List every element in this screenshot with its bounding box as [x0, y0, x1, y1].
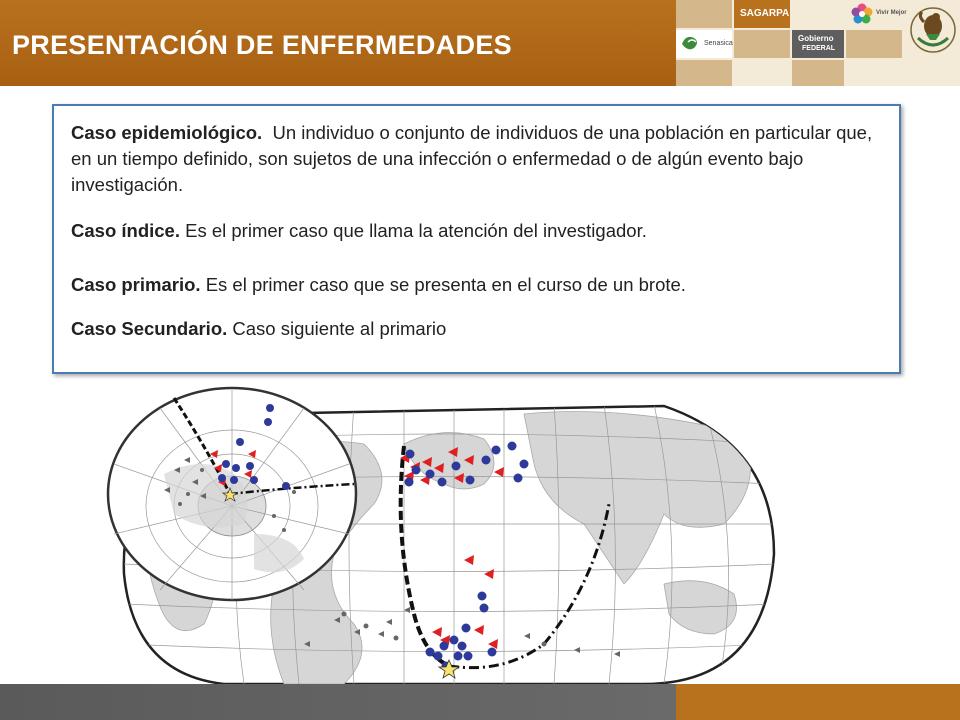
polar-inset	[108, 388, 356, 600]
circle-marker	[232, 464, 240, 472]
definition-text: Es el primer caso que llama la atención del investigador.	[185, 220, 647, 241]
senasica-logo-text: Senasica	[704, 40, 733, 47]
slide-header	[0, 0, 676, 86]
circle-marker	[478, 592, 487, 601]
circle-marker	[464, 652, 473, 661]
definition-caso-primario	[71, 272, 879, 298]
circle-marker	[406, 450, 415, 459]
circle-marker	[426, 648, 435, 657]
circle-marker	[434, 652, 443, 661]
circle-marker	[492, 446, 501, 455]
definition-text: Es el primer caso que se presenta en el curso de un brote.	[205, 274, 686, 295]
circle-marker	[482, 456, 491, 465]
dot-marker	[542, 642, 547, 647]
circle-marker	[462, 624, 471, 633]
definition-text: Un individuo o conjunto de individuos de una población en particular que, en un tiempo definido, son sujetos de una infección o enfermedad o de algún evento bajo investigación.	[71, 122, 873, 195]
circle-marker	[264, 418, 272, 426]
circle-marker	[412, 466, 421, 475]
slide-title: PRESENTACIÓN DE ENFERMEDADES	[12, 30, 512, 60]
vivir-mejor-logo-icon	[848, 2, 876, 28]
circle-marker	[520, 460, 529, 469]
government-logos	[676, 0, 960, 86]
circle-marker	[246, 462, 254, 470]
mexico-coat-of-arms-icon	[908, 2, 958, 58]
world-map-svg	[104, 384, 780, 688]
footer-accent-bar	[676, 684, 960, 720]
gobierno-logo-text: Gobierno	[798, 34, 834, 43]
circle-marker	[236, 438, 244, 446]
circle-marker	[426, 470, 435, 479]
circle-marker	[480, 604, 489, 613]
footer-gray-bar	[0, 684, 676, 720]
sagarpa-logo-text: SAGARPA	[740, 8, 790, 19]
definition-caso-secundario	[71, 316, 879, 342]
definition-term: Caso epidemiológico.	[71, 122, 263, 143]
circle-marker	[452, 462, 461, 471]
circle-marker	[466, 476, 475, 485]
dot-marker	[342, 612, 347, 617]
definition-text: Caso siguiente al primario	[232, 318, 447, 339]
definition-caso-indice	[71, 218, 879, 244]
definition-caso-epidemiologico	[71, 120, 879, 198]
dot-marker	[394, 636, 399, 641]
circle-marker	[218, 474, 226, 482]
definitions-box	[52, 104, 901, 374]
circle-marker	[438, 478, 447, 487]
circle-marker	[514, 474, 523, 483]
definition-term: Caso Secundario.	[71, 318, 228, 339]
dot-marker	[364, 624, 369, 629]
world-map-figure	[104, 384, 780, 688]
circle-marker	[405, 478, 414, 487]
circle-marker	[440, 642, 449, 651]
vivir-mejor-logo-text: Vivir Mejor	[876, 10, 907, 16]
circle-marker	[250, 476, 258, 484]
circle-marker	[454, 652, 463, 661]
definition-term: Caso primario.	[71, 274, 201, 295]
definition-term: Caso índice.	[71, 220, 180, 241]
circle-marker	[282, 482, 290, 490]
senasica-logo-icon	[680, 32, 702, 54]
federal-logo-text: FEDERAL	[802, 45, 836, 52]
circle-marker	[458, 642, 467, 651]
circle-marker	[266, 404, 274, 412]
circle-marker	[508, 442, 517, 451]
circle-marker	[488, 648, 497, 657]
circle-marker	[450, 636, 459, 645]
circle-marker	[230, 476, 238, 484]
circle-marker	[222, 460, 230, 468]
